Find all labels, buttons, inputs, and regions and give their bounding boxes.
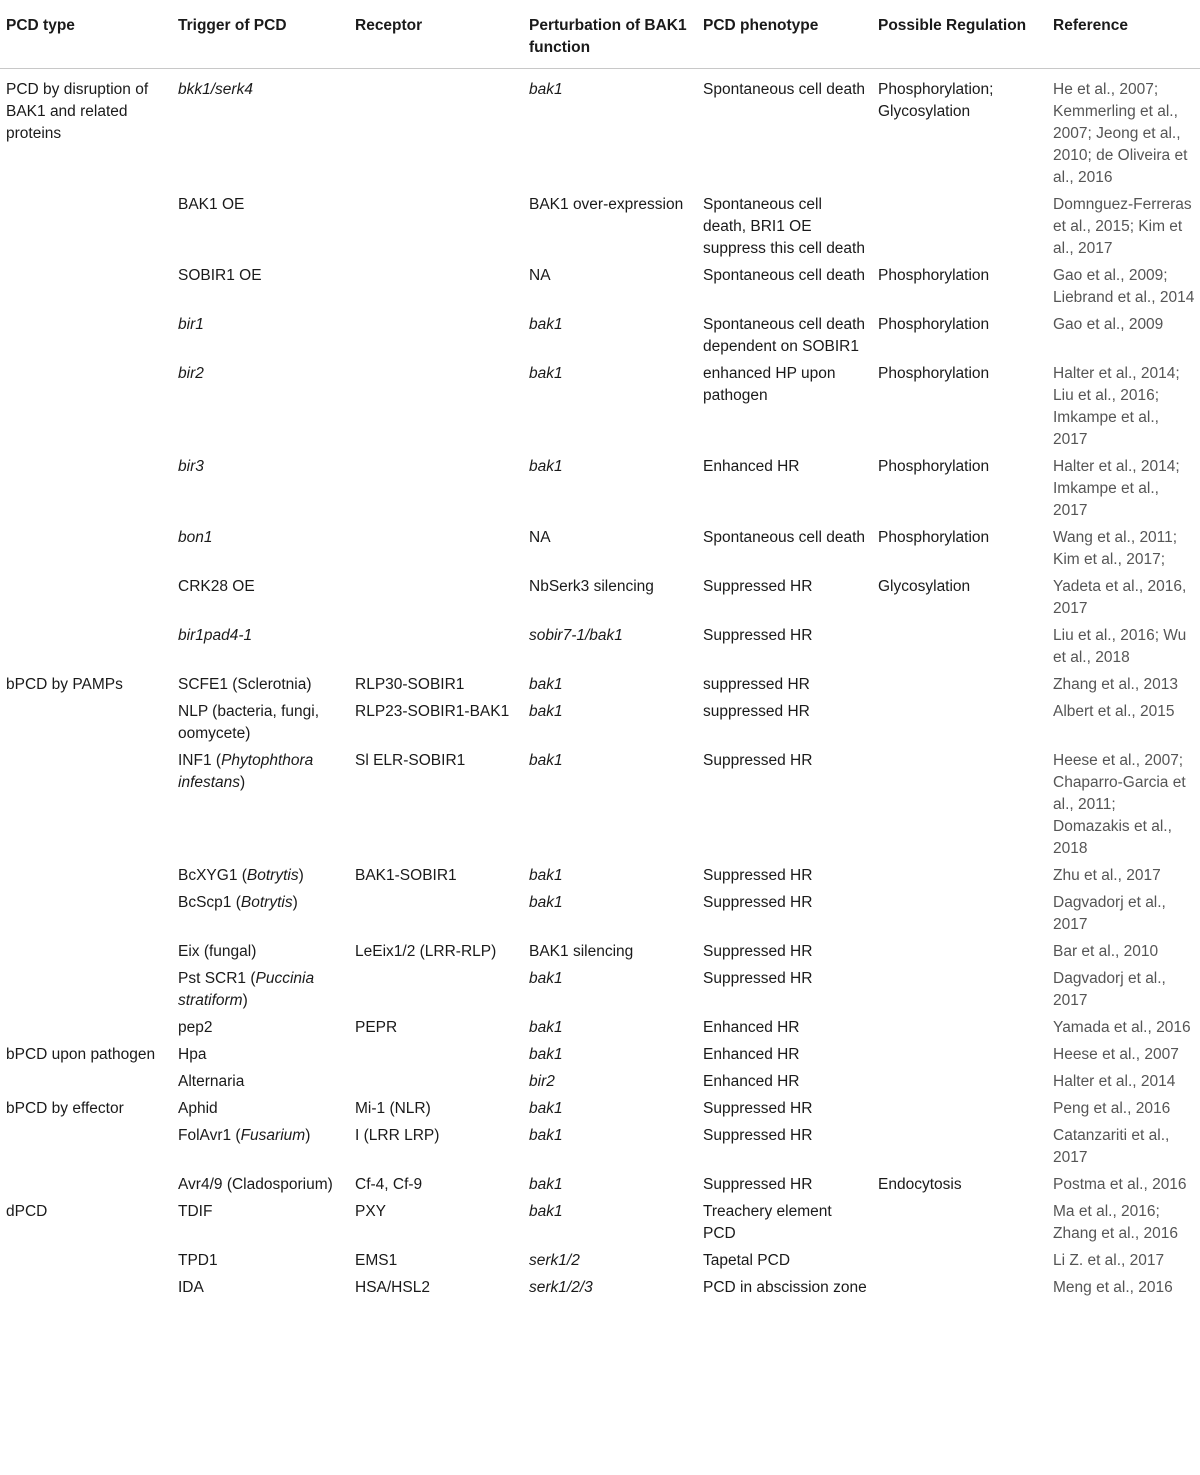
cell-pcd-type	[0, 454, 172, 525]
cell-trigger: pep2	[178, 1019, 213, 1036]
cell-pcd-type	[0, 623, 172, 672]
cell-pcd-type	[0, 263, 172, 312]
cell-perturbation: bak1	[529, 894, 563, 911]
cell-perturbation: bak1	[529, 1100, 563, 1117]
trigger-text: FolAvr1 (	[178, 1127, 241, 1144]
cell-reference: Dagvadorj et al., 2017	[1053, 970, 1166, 1009]
cell-reference: Heese et al., 2007	[1053, 1046, 1179, 1063]
table-row	[0, 863, 1200, 890]
header-perturbation: Perturbation of BAK1 function	[523, 0, 697, 69]
cell-phenotype: Suppressed HR	[703, 867, 813, 884]
trigger-text-end: )	[292, 894, 298, 911]
cell-regulation	[872, 1123, 1047, 1172]
table-row	[0, 748, 1200, 863]
cell-receptor: EMS1	[355, 1252, 398, 1269]
table-row	[0, 1123, 1200, 1172]
trigger-scientific-name: Puccinia stratiform	[178, 970, 315, 1009]
cell-reference: Halter et al., 2014; Imkampe et al., 2017	[1053, 458, 1180, 519]
cell-phenotype: PCD in abscission zone	[703, 1279, 867, 1296]
cell-trigger: Hpa	[178, 1046, 207, 1063]
cell-reference: Yadeta et al., 2016, 2017	[1053, 578, 1187, 617]
cell-perturbation: bak1	[529, 458, 563, 475]
cell-reference: Postma et al., 2016	[1053, 1176, 1187, 1193]
cell-reference: Li Z. et al., 2017	[1053, 1252, 1165, 1269]
cell-receptor: PXY	[355, 1203, 387, 1220]
cell-perturbation: bak1	[529, 676, 563, 693]
cell-pcd-type	[0, 939, 172, 966]
header-receptor: Receptor	[349, 0, 523, 69]
cell-perturbation: bir2	[529, 1073, 555, 1090]
table-row	[0, 890, 1200, 939]
cell-phenotype: Suppressed HR	[703, 578, 813, 595]
cell-trigger: Eix (fungal)	[178, 943, 257, 960]
cell-regulation	[872, 863, 1047, 890]
cell-regulation	[872, 939, 1047, 966]
cell-regulation	[872, 623, 1047, 672]
header-reference: Reference	[1047, 0, 1200, 69]
cell-phenotype: Spontaneous cell death	[703, 267, 866, 284]
cell-regulation	[872, 699, 1047, 748]
table-row	[0, 263, 1200, 312]
cell-receptor	[349, 192, 523, 263]
cell-regulation	[872, 1096, 1047, 1123]
cell-phenotype: Spontaneous cell death	[703, 529, 866, 546]
cell-regulation	[872, 1069, 1047, 1096]
cell-reference: Zhang et al., 2013	[1053, 676, 1178, 693]
cell-receptor	[349, 69, 523, 193]
cell-trigger: SOBIR1 OE	[178, 267, 262, 284]
cell-reference: Albert et al., 2015	[1053, 703, 1175, 720]
table-row	[0, 672, 1200, 699]
cell-trigger	[172, 748, 349, 863]
table-row	[0, 574, 1200, 623]
cell-pcd-type	[0, 966, 172, 1015]
cell-pcd-type	[0, 361, 172, 454]
cell-regulation	[872, 1042, 1047, 1069]
cell-trigger	[172, 890, 349, 939]
cell-receptor	[349, 890, 523, 939]
cell-phenotype: Spontaneous cell death dependent on SOBIR1	[703, 316, 866, 355]
trigger-text: INF1 (	[178, 752, 222, 769]
cell-pcd-type	[0, 1123, 172, 1172]
cell-regulation	[872, 192, 1047, 263]
cell-phenotype: enhanced HP upon pathogen	[703, 365, 836, 404]
cell-pcd-type: bPCD by PAMPs	[6, 676, 123, 693]
cell-perturbation: BAK1 over-expression	[529, 196, 684, 213]
cell-receptor: HSA/HSL2	[355, 1279, 430, 1296]
cell-phenotype: Spontaneous cell death, BRI1 OE suppress this cell death	[703, 196, 865, 257]
header-trigger: Trigger of PCD	[172, 0, 349, 69]
cell-perturbation: serk1/2	[529, 1252, 580, 1269]
cell-regulation	[872, 672, 1047, 699]
table-row	[0, 939, 1200, 966]
table-row	[0, 1248, 1200, 1275]
cell-receptor	[349, 623, 523, 672]
cell-reference: Meng et al., 2016	[1053, 1279, 1173, 1296]
cell-phenotype: suppressed HR	[703, 703, 810, 720]
cell-phenotype: Suppressed HR	[703, 894, 813, 911]
cell-regulation: Phosphorylation; Glycosylation	[878, 81, 994, 120]
cell-reference: Halter et al., 2014	[1053, 1073, 1176, 1090]
cell-regulation: Phosphorylation	[878, 316, 990, 333]
table-row	[0, 623, 1200, 672]
cell-receptor	[349, 525, 523, 574]
cell-regulation: Phosphorylation	[878, 267, 990, 284]
trigger-scientific-name: Phytophthora infestans	[178, 752, 314, 791]
table-row	[0, 192, 1200, 263]
header-regulation: Possible Regulation	[872, 0, 1047, 69]
cell-regulation	[872, 1275, 1047, 1302]
cell-receptor	[349, 312, 523, 361]
cell-receptor: Mi-1 (NLR)	[355, 1100, 431, 1117]
cell-regulation	[872, 890, 1047, 939]
cell-regulation	[872, 1248, 1047, 1275]
trigger-scientific-name: Botrytis	[240, 894, 293, 911]
table-row	[0, 1069, 1200, 1096]
table-row	[0, 1096, 1200, 1123]
cell-phenotype: Suppressed HR	[703, 627, 813, 644]
cell-pcd-type: dPCD	[6, 1203, 48, 1220]
cell-phenotype: Suppressed HR	[703, 752, 813, 769]
cell-reference: Heese et al., 2007; Chaparro-Garcia et al., 2011; Domazakis et al., 2018	[1053, 752, 1186, 857]
table-row	[0, 454, 1200, 525]
cell-phenotype: Tapetal PCD	[703, 1252, 791, 1269]
cell-perturbation: bak1	[529, 1046, 563, 1063]
cell-regulation	[872, 1015, 1047, 1042]
cell-pcd-type: bPCD upon pathogen	[6, 1046, 156, 1063]
cell-perturbation: bak1	[529, 81, 563, 98]
cell-perturbation: bak1	[529, 316, 563, 333]
cell-regulation	[872, 966, 1047, 1015]
table-row	[0, 525, 1200, 574]
cell-reference: Liu et al., 2016; Wu et al., 2018	[1053, 627, 1187, 666]
cell-pcd-type	[0, 863, 172, 890]
cell-trigger: NLP (bacteria, fungi, oomycete)	[178, 703, 320, 742]
table-header-row	[0, 0, 1200, 69]
trigger-scientific-name: Botrytis	[246, 867, 299, 884]
cell-regulation: Endocytosis	[878, 1176, 962, 1193]
cell-receptor: Cf-4, Cf-9	[355, 1176, 423, 1193]
cell-phenotype: Enhanced HR	[703, 1073, 800, 1090]
cell-reference: Domnguez-Ferreras et al., 2015; Kim et al., 2017	[1053, 196, 1192, 257]
cell-receptor	[349, 1069, 523, 1096]
cell-perturbation: bak1	[529, 703, 563, 720]
cell-trigger: CRK28 OE	[178, 578, 255, 595]
table-row	[0, 1172, 1200, 1199]
cell-reference: Gao et al., 2009; Liebrand et al., 2014	[1053, 267, 1195, 306]
header-pcd-type: PCD type	[0, 0, 172, 69]
cell-phenotype: Suppressed HR	[703, 943, 813, 960]
cell-perturbation: serk1/2/3	[529, 1279, 593, 1296]
cell-pcd-type	[0, 1248, 172, 1275]
header-phenotype: PCD phenotype	[697, 0, 872, 69]
cell-pcd-type	[0, 1172, 172, 1199]
cell-perturbation: bak1	[529, 1203, 563, 1220]
cell-pcd-type	[0, 1275, 172, 1302]
cell-pcd-type	[0, 192, 172, 263]
trigger-text-end: )	[305, 1127, 311, 1144]
cell-trigger	[172, 966, 349, 1015]
cell-receptor: Sl ELR-SOBIR1	[355, 752, 466, 769]
cell-perturbation: BAK1 silencing	[529, 943, 634, 960]
cell-reference: Catanzariti et al., 2017	[1053, 1127, 1170, 1166]
cell-perturbation: NA	[529, 267, 551, 284]
cell-phenotype: Suppressed HR	[703, 1176, 813, 1193]
table-row	[0, 1015, 1200, 1042]
cell-receptor: BAK1-SOBIR1	[355, 867, 457, 884]
cell-trigger	[172, 1123, 349, 1172]
cell-phenotype: Enhanced HR	[703, 1019, 800, 1036]
cell-perturbation: bak1	[529, 752, 563, 769]
cell-perturbation: bak1	[529, 1019, 563, 1036]
cell-receptor	[349, 361, 523, 454]
cell-perturbation: NA	[529, 529, 551, 546]
cell-trigger: bon1	[178, 529, 213, 546]
cell-perturbation: bak1	[529, 1127, 563, 1144]
cell-reference: Zhu et al., 2017	[1053, 867, 1161, 884]
cell-pcd-type	[0, 1015, 172, 1042]
cell-trigger: bir3	[178, 458, 204, 475]
cell-phenotype: Spontaneous cell death	[703, 81, 866, 98]
cell-receptor	[349, 263, 523, 312]
cell-trigger: TPD1	[178, 1252, 218, 1269]
cell-regulation: Glycosylation	[878, 578, 971, 595]
table-row	[0, 966, 1200, 1015]
trigger-scientific-name: Fusarium	[240, 1127, 306, 1144]
cell-trigger: bir1	[178, 316, 204, 333]
table-body	[0, 69, 1200, 1303]
cell-pcd-type	[0, 748, 172, 863]
cell-receptor	[349, 454, 523, 525]
cell-reference: Gao et al., 2009	[1053, 316, 1164, 333]
table-row	[0, 69, 1200, 193]
cell-reference: He et al., 2007; Kemmerling et al., 2007; Jeong et al., 2010; de Oliveira et al., 2016	[1053, 81, 1188, 186]
cell-receptor: RLP23-SOBIR1-BAK1	[355, 703, 510, 720]
cell-regulation: Phosphorylation	[878, 458, 990, 475]
cell-trigger: Avr4/9 (Cladosporium)	[178, 1176, 333, 1193]
cell-pcd-type	[0, 1069, 172, 1096]
cell-perturbation: NbSerk3 silencing	[529, 578, 654, 595]
cell-pcd-type	[0, 699, 172, 748]
cell-phenotype: Treachery element PCD	[703, 1203, 832, 1242]
cell-trigger: bir2	[178, 365, 204, 382]
trigger-text-end: )	[242, 992, 248, 1009]
cell-trigger: bir1pad4-1	[178, 627, 253, 644]
cell-trigger: bkk1/serk4	[178, 81, 253, 98]
cell-regulation	[872, 748, 1047, 863]
cell-regulation: Phosphorylation	[878, 529, 990, 546]
trigger-text-end: )	[298, 867, 304, 884]
cell-perturbation: bak1	[529, 867, 563, 884]
cell-perturbation: bak1	[529, 970, 563, 987]
trigger-text: BcScp1 (	[178, 894, 241, 911]
cell-phenotype: Enhanced HR	[703, 458, 800, 475]
cell-receptor	[349, 1042, 523, 1069]
cell-phenotype: Enhanced HR	[703, 1046, 800, 1063]
cell-reference: Bar et al., 2010	[1053, 943, 1159, 960]
cell-reference: Halter et al., 2014; Liu et al., 2016; Imkampe et al., 2017	[1053, 365, 1180, 448]
cell-pcd-type	[0, 525, 172, 574]
cell-trigger: TDIF	[178, 1203, 213, 1220]
table-row	[0, 1199, 1200, 1248]
cell-reference: Yamada et al., 2016	[1053, 1019, 1191, 1036]
cell-receptor: LeEix1/2 (LRR-RLP)	[355, 943, 497, 960]
cell-reference: Peng et al., 2016	[1053, 1100, 1171, 1117]
trigger-text-end: )	[240, 774, 246, 791]
cell-perturbation: sobir7-1/bak1	[529, 627, 623, 644]
cell-pcd-type	[0, 890, 172, 939]
cell-reference: Wang et al., 2011; Kim et al., 2017;	[1053, 529, 1178, 568]
trigger-text: Pst SCR1 (	[178, 970, 256, 987]
cell-receptor: RLP30-SOBIR1	[355, 676, 465, 693]
cell-regulation	[872, 1199, 1047, 1248]
table-row	[0, 1275, 1200, 1302]
cell-trigger: IDA	[178, 1279, 204, 1296]
cell-perturbation: bak1	[529, 1176, 563, 1193]
cell-phenotype: suppressed HR	[703, 676, 810, 693]
cell-receptor: I (LRR LRP)	[355, 1127, 440, 1144]
cell-trigger: SCFE1 (Sclerotnia)	[178, 676, 312, 693]
trigger-text: BcXYG1 (	[178, 867, 247, 884]
table-row	[0, 699, 1200, 748]
table-row	[0, 1042, 1200, 1069]
table-row	[0, 361, 1200, 454]
cell-receptor	[349, 574, 523, 623]
cell-perturbation: bak1	[529, 365, 563, 382]
cell-pcd-type	[0, 574, 172, 623]
table-row	[0, 312, 1200, 361]
cell-receptor	[349, 966, 523, 1015]
cell-trigger	[172, 863, 349, 890]
cell-reference: Dagvadorj et al., 2017	[1053, 894, 1166, 933]
cell-regulation: Phosphorylation	[878, 365, 990, 382]
cell-trigger: BAK1 OE	[178, 196, 245, 213]
cell-pcd-type: PCD by disruption of BAK1 and related proteins	[6, 81, 149, 142]
cell-trigger: Aphid	[178, 1100, 218, 1117]
cell-pcd-type	[0, 312, 172, 361]
cell-trigger: Alternaria	[178, 1073, 245, 1090]
cell-reference: Ma et al., 2016; Zhang et al., 2016	[1053, 1203, 1178, 1242]
cell-receptor: PEPR	[355, 1019, 398, 1036]
cell-phenotype: Suppressed HR	[703, 1100, 813, 1117]
cell-phenotype: Suppressed HR	[703, 1127, 813, 1144]
cell-phenotype: Suppressed HR	[703, 970, 813, 987]
cell-pcd-type: bPCD by effector	[6, 1100, 124, 1117]
